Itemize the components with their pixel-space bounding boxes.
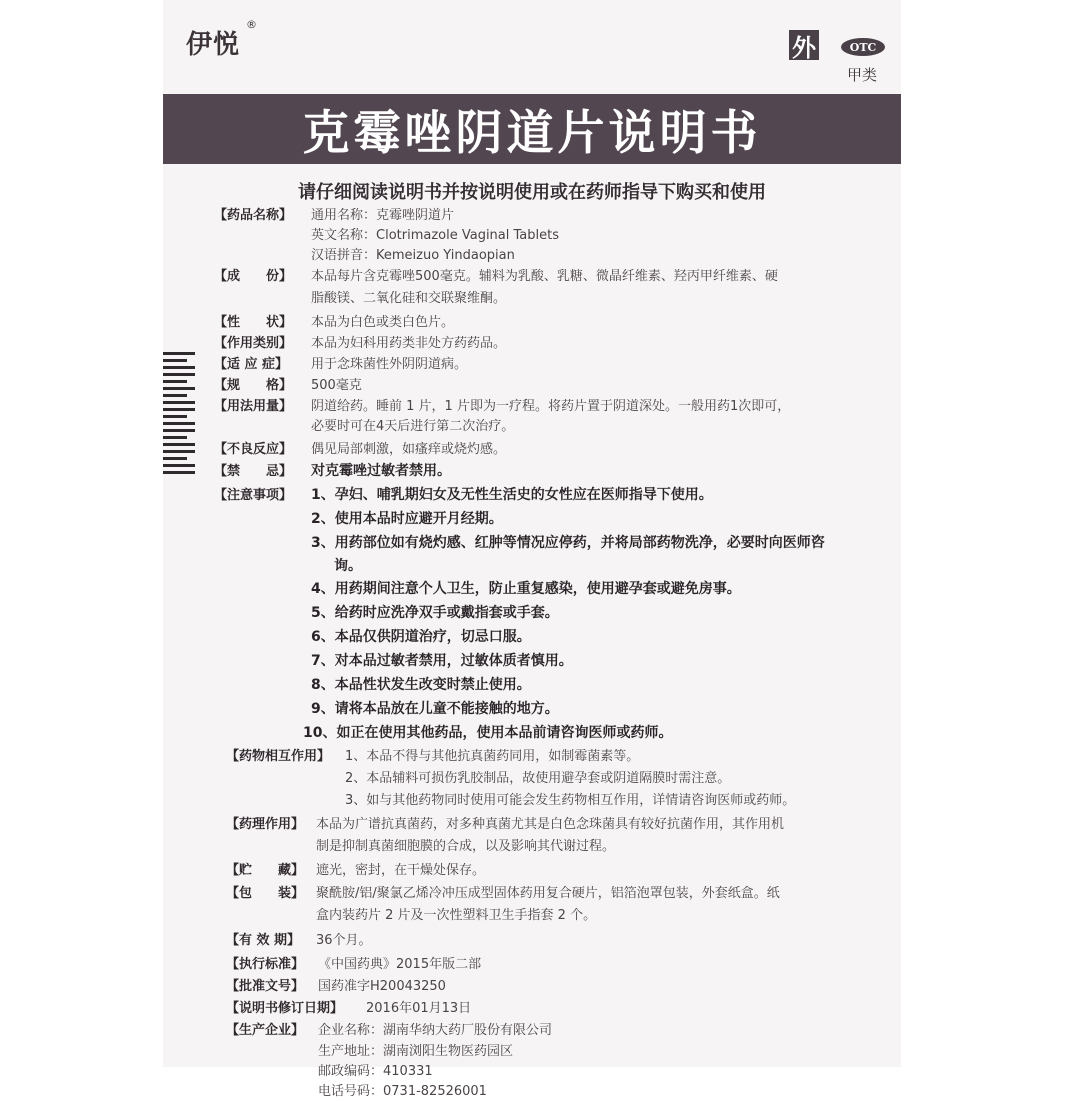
label-storage: 【贮 藏】 — [226, 863, 305, 878]
precaution-item: 7、对本品过敏者禁用，过敏体质者慎用。 — [311, 653, 573, 669]
interaction-item: 3、如与其他药物同时使用可能会发生药物相互作用，详情请咨询医师或药师。 — [345, 793, 796, 808]
drug-common-name: 通用名称：克霉唑阴道片 — [311, 208, 455, 223]
precaution-item: 8、本品性状发生改变时禁止使用。 — [311, 677, 531, 693]
otc-category: 甲类 — [847, 66, 878, 84]
usage-line-1: 阴道给药。睡前 1 片，1 片即为一疗程。将药片置于阴道深处。一般用药1次即可， — [311, 399, 791, 414]
pharmacology-line-2: 制是抑制真菌细胞膜的合成，以及影响其代谢过程。 — [316, 839, 616, 854]
label-composition: 【成 份】 — [214, 269, 293, 284]
usage-line-2: 必要时可在4天后进行第二次治疗。 — [311, 419, 515, 434]
label-specification: 【规 格】 — [214, 378, 293, 393]
precaution-item: 6、本品仅供阴道治疗，切忌口服。 — [311, 629, 531, 645]
indication-text: 用于念珠菌性外阴阴道病。 — [311, 357, 468, 372]
title-band — [163, 94, 901, 164]
label-appearance: 【性 状】 — [214, 315, 293, 330]
precaution-item: 4、用药期间注意个人卫生，防止重复感染，使用避孕套或避免房事。 — [311, 581, 741, 597]
drug-category-text: 本品为妇科用药类非处方药药品。 — [311, 336, 507, 351]
composition-line-1: 本品每片含克霉唑500毫克。辅料为乳酸、乳糖、微晶纤维素、羟丙甲纤维素、硬 — [311, 269, 778, 284]
precaution-item: 1、孕妇、哺乳期妇女及无性生活史的女性应在医师指导下使用。 — [311, 487, 713, 503]
specification-text: 500毫克 — [311, 378, 362, 393]
label-revision-date: 【说明书修订日期】 — [226, 1001, 344, 1016]
usage-advice: 请仔细阅读说明书并按说明使用或在药师指导下购买和使用 — [298, 182, 766, 203]
label-pharmacology: 【药理作用】 — [226, 817, 305, 832]
precaution-item-continued: 询。 — [334, 558, 362, 574]
storage-text: 遮光，密封，在干燥处保存。 — [316, 863, 486, 878]
approval-number-text: 国药准字H20043250 — [318, 979, 446, 994]
package-line-2: 盒内装药片 2 片及一次性塑料卫生手指套 2 个。 — [316, 908, 597, 923]
brand-logo: 伊悦 — [186, 30, 241, 60]
composition-line-2: 脂酸镁、二氧化硅和交联聚维酮。 — [311, 291, 507, 306]
manufacturer-name: 企业名称：湖南华纳大药厂股份有限公司 — [318, 1023, 553, 1038]
precaution-item: 10、如正在使用其他药品，使用本品前请咨询医师或药师。 — [303, 725, 673, 741]
manufacturer-address: 生产地址：湖南浏阳生物医药园区 — [318, 1044, 514, 1059]
precaution-item: 3、用药部位如有烧灼感、红肿等情况应停药，并将局部药物洗净，必要时向医师咨 — [311, 535, 825, 551]
otc-mark: OTC — [841, 38, 885, 56]
label-validity: 【有 效 期】 — [226, 933, 301, 948]
adverse-reactions-text: 偶见局部刺激，如瘙痒或烧灼感。 — [311, 442, 507, 457]
label-package: 【包 装】 — [226, 886, 305, 901]
manufacturer-postcode: 邮政编码：410331 — [318, 1064, 433, 1079]
label-contraindications: 【禁 忌】 — [214, 464, 293, 479]
label-approval-number: 【批准文号】 — [226, 979, 305, 994]
label-drug-interactions: 【药物相互作用】 — [226, 749, 331, 764]
label-adverse-reactions: 【不良反应】 — [214, 442, 293, 457]
pharmacology-line-1: 本品为广谱抗真菌药，对多种真菌尤其是白色念珠菌具有较好抗菌作用，其作用机 — [316, 817, 785, 832]
document-title: 克霉唑阴道片说明书 — [302, 105, 762, 161]
drug-english-name: 英文名称：Clotrimazole Vaginal Tablets — [311, 228, 559, 243]
label-manufacturer: 【生产企业】 — [226, 1023, 305, 1038]
interaction-item: 2、本品辅料可损伤乳胶制品，故使用避孕套或阴道隔膜时需注意。 — [345, 771, 731, 786]
drug-pinyin-name: 汉语拼音：Kemeizuo Yindaopian — [311, 248, 515, 263]
precaution-item: 5、给药时应洗净双手或戴指套或手套。 — [311, 605, 559, 621]
standard-text: 《中国药典》2015年版二部 — [318, 957, 482, 972]
external-use-mark: 外 — [789, 30, 819, 60]
label-drug-name: 【药品名称】 — [214, 208, 293, 223]
package-line-1: 聚酰胺/铝/聚氯乙烯冷冲压成型固体药用复合硬片，铝箔泡罩包装，外套纸盒。纸 — [316, 886, 780, 901]
side-barcode — [163, 352, 195, 478]
appearance-text: 本品为白色或类白色片。 — [311, 315, 455, 330]
precaution-item: 9、请将本品放在儿童不能接触的地方。 — [311, 701, 559, 717]
label-indication: 【适 应 症】 — [214, 357, 289, 372]
label-usage: 【用法用量】 — [214, 399, 293, 414]
label-precautions: 【注意事项】 — [214, 488, 293, 503]
interaction-item: 1、本品不得与其他抗真菌药同用，如制霉菌素等。 — [345, 749, 640, 764]
label-drug-category: 【作用类别】 — [214, 336, 293, 351]
precaution-item: 2、使用本品时应避开月经期。 — [311, 511, 503, 527]
registered-mark: ® — [246, 18, 257, 31]
label-standard: 【执行标准】 — [226, 957, 305, 972]
revision-date-text: 2016年01月13日 — [366, 1001, 472, 1016]
validity-text: 36个月。 — [316, 933, 372, 948]
contraindications-text: 对克霉唑过敏者禁用。 — [311, 463, 451, 479]
manufacturer-phone: 电话号码：0731-82526001 — [318, 1084, 487, 1099]
